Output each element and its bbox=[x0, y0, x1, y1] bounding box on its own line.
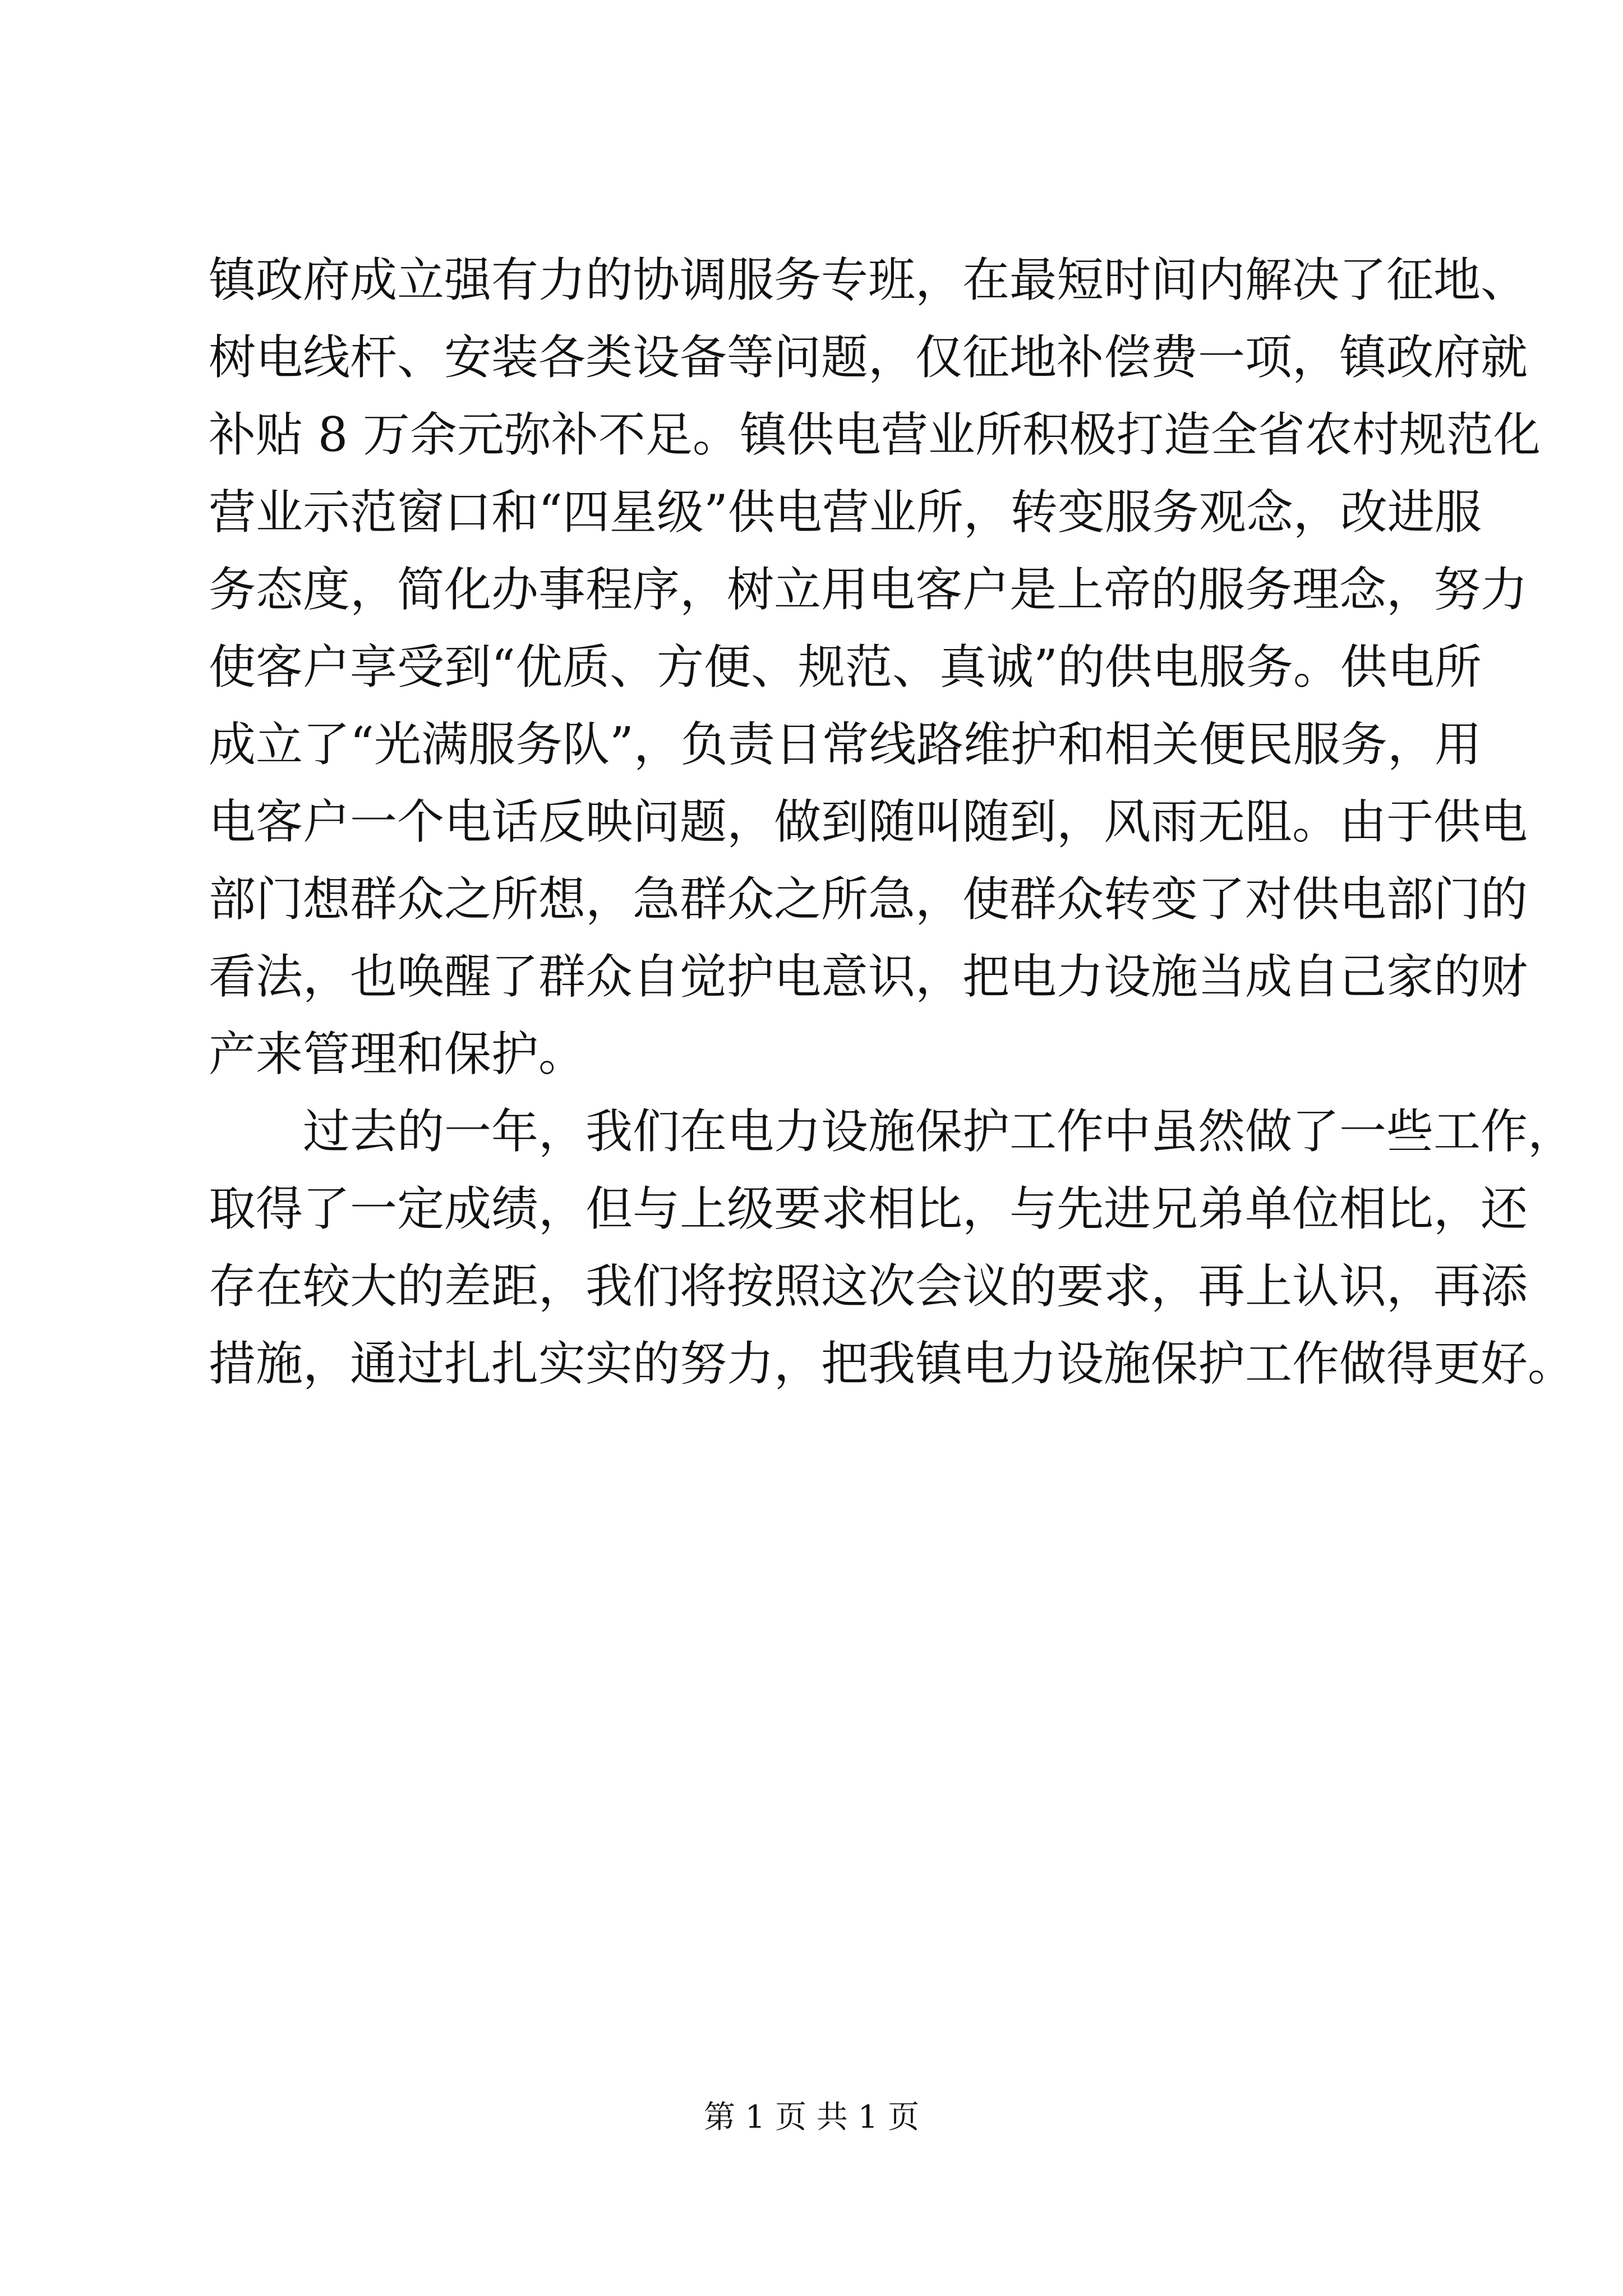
page-number-footer: 第 1 页 共 1 页 bbox=[703, 2099, 920, 2136]
text-line: 看法，也唤醒了群众自觉护电意识，把电力设施当成自己家的财 bbox=[209, 949, 1528, 1004]
paragraph-1 bbox=[209, 241, 1541, 1093]
text-line: 树电线杆、安装各类设备等问题，仅征地补偿费一项，镇政府就 bbox=[209, 330, 1528, 385]
text-line: 使客户享受到“优质、方便、规范、真诚”的供电服务。供电所 bbox=[209, 639, 1482, 694]
text-line: 营业示范窗口和“四星级”供电营业所，转变服务观念，改进服 bbox=[209, 485, 1482, 540]
text-line: 措施，通过扎扎实实的努力，把我镇电力设施保护工作做得更好。 bbox=[209, 1336, 1575, 1391]
text-line: 产来管理和保护。 bbox=[209, 1027, 586, 1082]
text-line: 过去的一年，我们在电力设施保护工作中虽然做了一些工作， bbox=[303, 1104, 1575, 1159]
text-line: 补贴 8 万余元弥补不足。镇供电营业所积极打造全省农村规范化 bbox=[209, 407, 1541, 462]
text-line: 取得了一定成绩，但与上级要求相比，与先进兄弟单位相比，还 bbox=[209, 1181, 1528, 1236]
text-line: 成立了“光满服务队”，负责日常线路维护和相关便民服务，用 bbox=[209, 717, 1482, 772]
document-body bbox=[209, 241, 1575, 1402]
text-line: 务态度，简化办事程序，树立用电客户是上帝的服务理念，努力 bbox=[209, 562, 1528, 617]
text-line: 镇政府成立强有力的协调服务专班，在最短时间内解决了征地、 bbox=[209, 252, 1528, 307]
text-line: 存在较大的差距，我们将按照这次会议的要求，再上认识，再添 bbox=[209, 1259, 1528, 1314]
text-line: 电客户一个电话反映问题，做到随叫随到，风雨无阻。由于供电 bbox=[209, 794, 1528, 849]
text-line: 部门想群众之所想，急群众之所急，使群众转变了对供电部门的 bbox=[209, 872, 1528, 927]
paragraph-2 bbox=[209, 1093, 1575, 1402]
